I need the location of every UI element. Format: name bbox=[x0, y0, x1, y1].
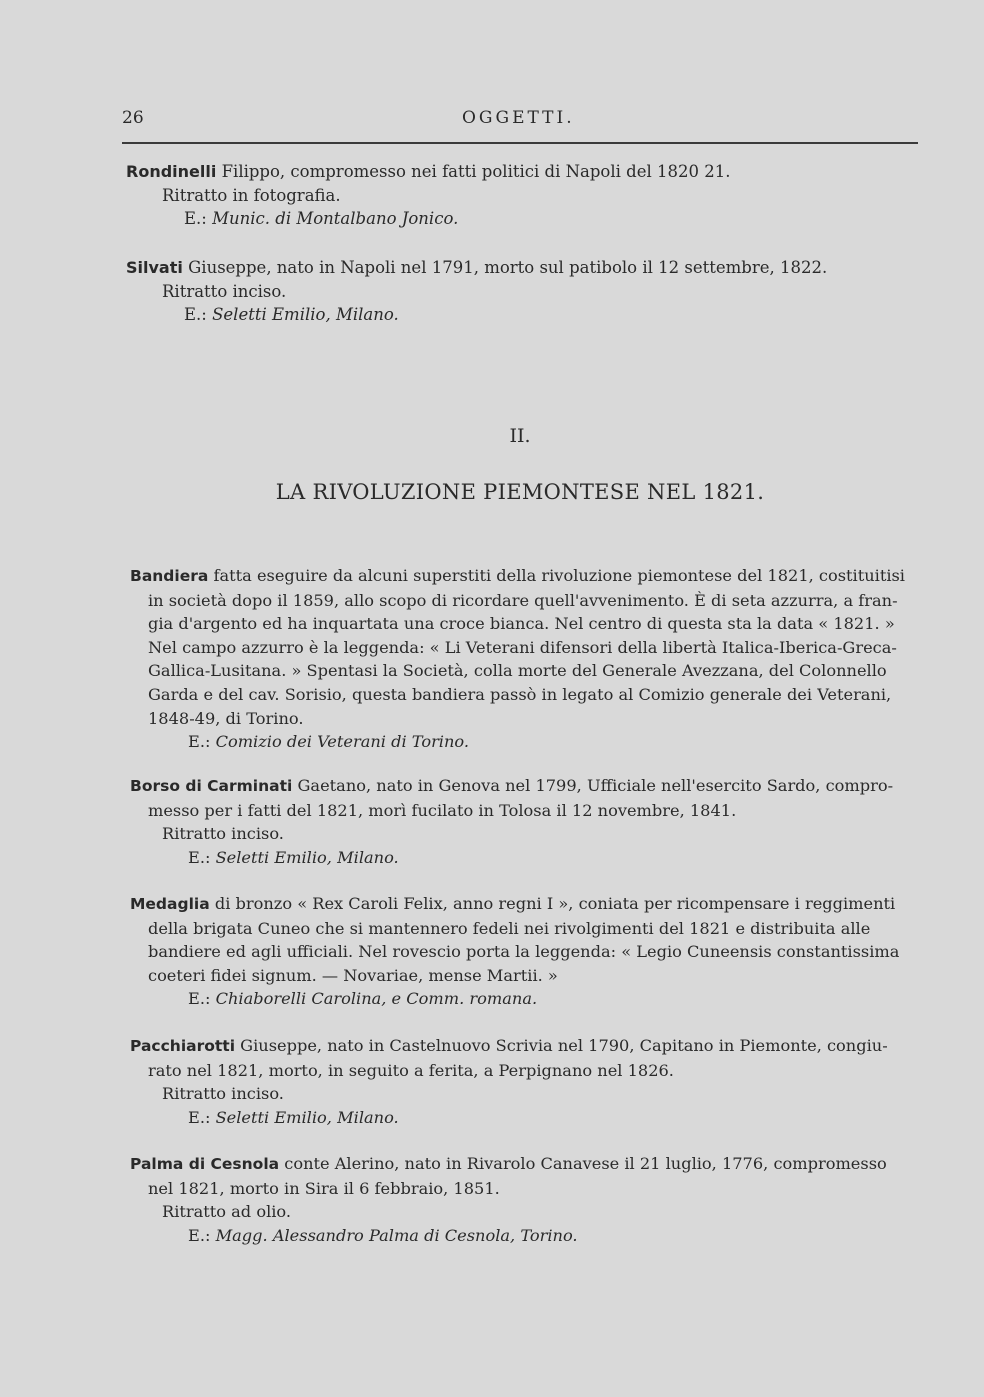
source-prefix: E.: bbox=[188, 732, 211, 752]
source-prefix: E.: bbox=[188, 989, 211, 1009]
entry-line: messo per i fatti del 1821, morì fucilato in Tolosa il 12 novembre, 1841. bbox=[148, 800, 737, 820]
entry-line: conte Alerino, nato in Rivarolo Canavese il 21 luglio, 1776, compromesso bbox=[284, 1154, 887, 1173]
entry-line: Gaetano, nato in Genova nel 1799, Ufficiale nell'esercito Sardo, compro- bbox=[297, 776, 894, 795]
entry-line: in società dopo il 1859, allo scopo di ricordare quell'avvenimento. È di seta azzurra, a fran- bbox=[148, 590, 898, 610]
source-prefix: E.: bbox=[188, 1107, 211, 1127]
entry-name: Pacchiarotti bbox=[130, 1037, 236, 1055]
entry-borso-di-carminati bbox=[130, 774, 924, 869]
entry-subtitle: Ritratto inciso. bbox=[162, 824, 284, 844]
entry-line: Giuseppe, nato in Castelnuovo Scrivia nel 1790, Capitano in Piemonte, congiu- bbox=[240, 1036, 888, 1055]
entry-line: Garda e del cav. Sorisio, questa bandiera passò in legato al Comizio generale dei Veterani, bbox=[148, 684, 892, 704]
source-name: Magg. Alessandro Palma di Cesnola, Torino. bbox=[215, 1225, 578, 1245]
entry-line: della brigata Cuneo che si mantennero fedeli nei rivolgimenti del 1821 e distribuita alle bbox=[148, 918, 871, 938]
source-name: Chiaborelli Carolina, e Comm. romana. bbox=[215, 989, 538, 1009]
section-number: II. bbox=[509, 425, 531, 447]
entry-subtitle: Ritratto inciso. bbox=[162, 1084, 284, 1104]
entry-source bbox=[130, 1106, 924, 1130]
entry-name: Bandiera bbox=[130, 567, 209, 585]
entry-line: Gallica-Lusitana. » Spentasi la Società, colla morte del Generale Avezzana, del Colonnello bbox=[148, 661, 887, 681]
entry-line: nel 1821, morto in Sira il 6 febbraio, 1851. bbox=[148, 1178, 500, 1198]
source-prefix: E.: bbox=[184, 209, 207, 228]
entry-source bbox=[130, 1224, 924, 1248]
entry-medaglia bbox=[130, 892, 924, 1011]
entry-pacchiarotti bbox=[130, 1034, 924, 1129]
entry-name: Rondinelli bbox=[126, 162, 217, 181]
section-title: LA RIVOLUZIONE PIEMONTESE NEL 1821. bbox=[275, 480, 765, 504]
source-name: Munic. di Montalbano Jonico. bbox=[212, 209, 459, 228]
source-name: Seletti Emilio, Milano. bbox=[212, 305, 399, 324]
header-rule bbox=[122, 142, 918, 144]
entry-source bbox=[130, 730, 924, 754]
entry-subtitle: Ritratto in fotografia. bbox=[162, 185, 341, 205]
source-name: Comizio dei Veterani di Torino. bbox=[215, 732, 470, 752]
entry-name: Palma di Cesnola bbox=[130, 1155, 280, 1173]
entry-rondinelli bbox=[126, 160, 926, 231]
entry-line: rato nel 1821, morto, in seguito a ferita, a Perpignano nel 1826. bbox=[148, 1060, 674, 1080]
running-title: OGGETTI. bbox=[462, 108, 575, 128]
entry-bandiera bbox=[130, 564, 924, 754]
entry-name: Borso di Carminati bbox=[130, 777, 293, 795]
entry-line: Nel campo azzurro è la leggenda: « Li Veterani difensori della libertà Italica-Iberica-Greca- bbox=[148, 637, 897, 657]
entry-name: Silvati bbox=[126, 258, 183, 277]
entry-line: gia d'argento ed ha inquartata una croce bianca. Nel centro di questa sta la data « 1821. » bbox=[148, 614, 895, 634]
entry-palma-di-cesnola bbox=[130, 1152, 924, 1247]
page-number: 26 bbox=[122, 108, 144, 128]
entry-line: bandiere ed agli ufficiali. Nel rovescio porta la leggenda: « Legio Cuneensis constantissima bbox=[148, 942, 900, 962]
entry-line: coeteri fidei signum. — Novariae, mense Martii. » bbox=[148, 965, 558, 985]
source-prefix: E.: bbox=[188, 1225, 211, 1245]
entry-text: Giuseppe, nato in Napoli nel 1791, morto sul patibolo il 12 settembre, 1822. bbox=[188, 258, 828, 277]
entry-silvati bbox=[126, 256, 926, 327]
entry-line: 1848-49, di Torino. bbox=[148, 708, 304, 728]
entry-source bbox=[130, 987, 924, 1011]
source-name: Seletti Emilio, Milano. bbox=[215, 847, 399, 867]
source-prefix: E.: bbox=[188, 847, 211, 867]
entry-subtitle: Ritratto inciso. bbox=[162, 281, 287, 301]
entry-name: Medaglia bbox=[130, 895, 210, 913]
entry-text: Filippo, compromesso nei fatti politici di Napoli del 1820 21. bbox=[221, 162, 731, 181]
entry-line: di bronzo « Rex Caroli Felix, anno regni I », coniata per ricompensare i reggimenti bbox=[214, 894, 896, 913]
entry-subtitle: Ritratto ad olio. bbox=[162, 1202, 292, 1222]
source-prefix: E.: bbox=[184, 305, 207, 324]
entry-source bbox=[126, 207, 926, 231]
entry-source bbox=[126, 303, 926, 327]
entry-line: fatta eseguire da alcuni superstiti della rivoluzione piemontese del 1821, costituitisi bbox=[213, 566, 905, 585]
page-header bbox=[122, 108, 918, 138]
source-name: Seletti Emilio, Milano. bbox=[215, 1107, 399, 1127]
entry-source bbox=[130, 846, 924, 870]
